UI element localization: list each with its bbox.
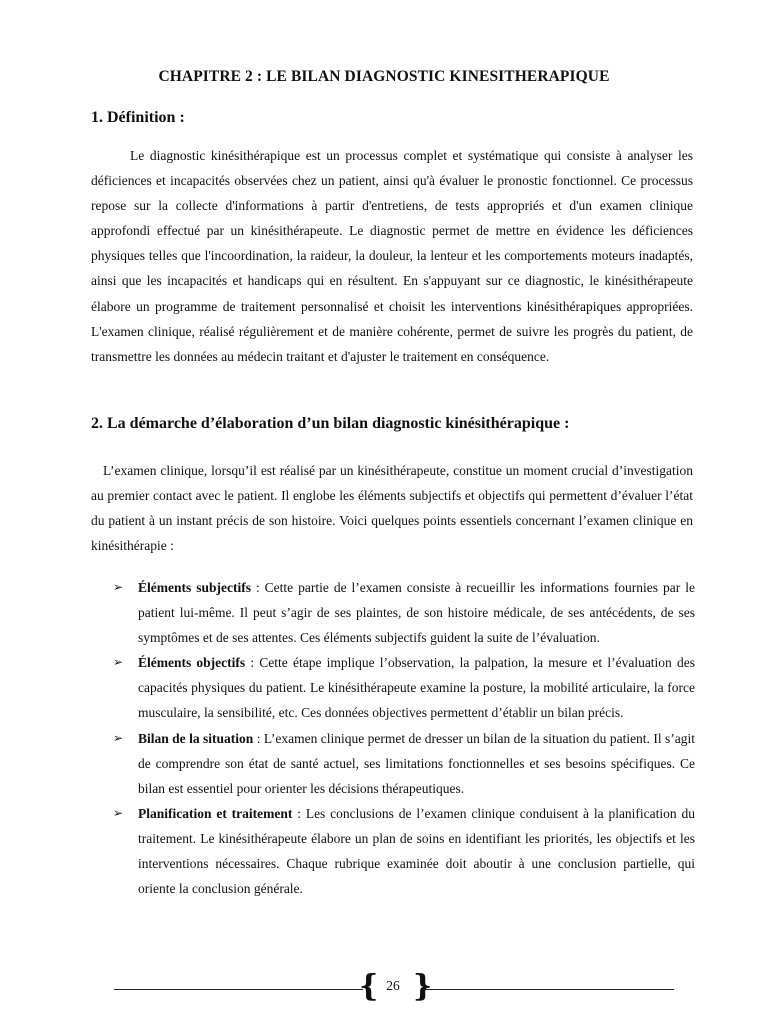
bullet-term: Planification et traitement (138, 805, 293, 821)
chapter-title: CHAPITRE 2 : LE BILAN DIAGNOSTIC KINESITHERAPIQUE (158, 68, 610, 85)
list-item (113, 726, 695, 801)
bullet-text: : L’examen clinique permet de dresser un bilan de la situation du patient. Il s’agit de comprendre son état de santé actuel, ses limitations fonctionnelles et ses besoins spécifiques. Ce bilan est essentiel pour orienter les décisions thérapeutiques. (138, 730, 696, 796)
page-number: 26 (386, 978, 400, 993)
footer-rule-left (114, 989, 363, 990)
bullet-text: : Les conclusions de l’examen clinique conduisent à la planification du traitement. Le kinésithérapeute élabore un plan de soins en identifiant les priorités, les objectifs et les interventions nécessaires. Chaque rubrique examinée doit aboutir à une conclusion partielle, qui oriente la conclusion générale. (138, 805, 696, 897)
left-brace-icon: { (359, 969, 379, 1004)
right-brace-icon: } (413, 969, 433, 1004)
arrow-bullet-icon: ➢ (113, 655, 124, 670)
footer-rule-right (423, 989, 674, 990)
arrow-bullet-icon: ➢ (113, 580, 124, 594)
section-1-heading: 1. Définition : (91, 109, 185, 126)
bullet-text: : Cette partie de l’examen consiste à recueillir les informations fournies par le patient lui-même. Il peut s’agir de ses plaintes, de son histoire médicale, de ses antécédents, de ses symptômes et de ses attentes. Ces éléments subjectifs guident la suite de l’évaluation. (138, 580, 695, 646)
bullet-term: Éléments objectifs (138, 655, 246, 671)
arrow-bullet-icon: ➢ (113, 730, 124, 745)
list-item (113, 575, 695, 650)
list-item (113, 650, 695, 725)
section-2-heading: 2. La démarche d’élaboration d’un bilan diagnostic kinésithérapique : (91, 415, 570, 432)
list-item (113, 801, 695, 901)
section-2-paragraph: L’examen clinique, lorsqu’il est réalisé par un kinésithérapeute, constitue un moment crucial d’investigation au premier contact avec le patient. Il englobe les éléments subjectifs et objectifs qui permettent d’évaluer l’état du patient à un instant précis de son histoire. Voici quelques points essentiels concernant l’examen clinique en kinésithérapie : (91, 463, 693, 554)
bullet-term: Éléments subjectifs (138, 580, 251, 595)
bullet-text: : Cette étape implique l’observation, la palpation, la mesure et l’évaluation des capacités physiques du patient. Le kinésithérapeute examine la posture, la mobilité articulaire, la force musculaire, la sensibilité, etc. Ces données objectives permettent d’établir un bilan précis. (138, 655, 695, 721)
bullet-list (113, 575, 695, 901)
bullet-term: Bilan de la situation (138, 730, 254, 746)
section-1-paragraph: Le diagnostic kinésithérapique est un processus complet et systématique qui consiste à analyser les déficiences et incapacités observées chez un patient, ainsi qu'à évaluer le pronostic fonctionnel. Ce processus repose sur la collecte d'informations à partir d'entretiens, de tests appropriés et d'un examen clinique approfondi effectué par un kinésithérapeute. Le diagnostic permet de mettre en évidence les déficiences physiques telles que l'incoordination, la raideur, la douleur, la lenteur et les comportements moteurs inadaptés, ainsi que les incapacités et handicaps qui en résultent. En s'appuyant sur ce diagnostic, le kinésithérapeute élabore un programme de traitement personnalisé et choisit les interventions kinésithérapiques appropriées. L'examen clinique, réalisé régulièrement et de manière cohérente, permet de suivre les progrès du patient, de transmettre les données au médecin traitant et d'ajuster le traitement en conséquence. (91, 148, 693, 364)
arrow-bullet-icon: ➢ (113, 805, 124, 820)
